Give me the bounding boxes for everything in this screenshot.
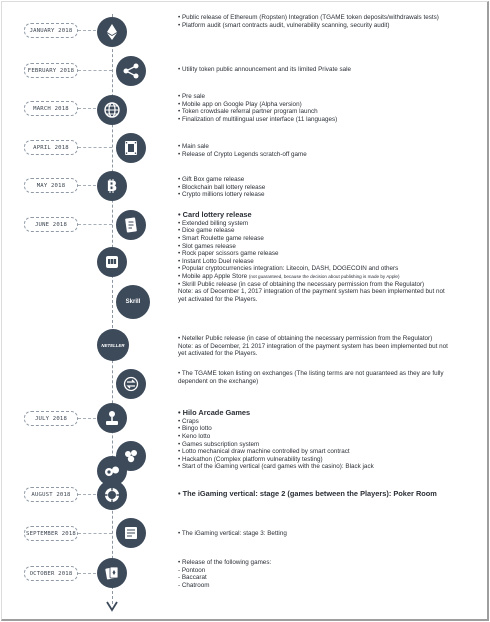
entry-april xyxy=(178,143,478,158)
list-item xyxy=(178,273,478,281)
list-item-note: Note: as of December, 21 2017 integration of the payment system has been implemented but not xyxy=(178,342,448,350)
exchange-icon xyxy=(116,369,146,399)
list-item-title: • The iGaming vertical: stage 2 (games between the Players): Poker Room xyxy=(178,489,437,498)
list-item: • Mobile app on Google Play (Alpha version) xyxy=(178,100,302,108)
list-item: - Baccarat xyxy=(178,574,207,582)
arrow-down-icon xyxy=(106,600,118,612)
list-item: • Main sale xyxy=(178,143,209,150)
list-item: - Pontoon xyxy=(178,566,206,574)
connector xyxy=(78,494,96,495)
connector xyxy=(78,108,96,109)
list-item: • Neteller Public release (in case of obtaining the necessary permission from the Regulator) xyxy=(178,335,433,342)
month-label-september: SEPTEMBER 2018 xyxy=(24,526,78,541)
bitcoin-icon xyxy=(97,171,127,201)
arcade-joystick-icon xyxy=(97,403,127,433)
connector xyxy=(78,147,112,148)
list-item: • Rock paper scissors game release xyxy=(178,250,279,258)
playing-cards-icon xyxy=(97,558,127,588)
list-item: • Popular cryptocurrencies integration: Litecoin, DASH, DOGECOIN and others xyxy=(178,265,399,273)
list-item: • Dice game release xyxy=(178,227,235,235)
list-item: • Crypto millions lottery release xyxy=(178,191,265,199)
list-item: • Keno lotto xyxy=(178,432,211,440)
list-item: • Token crowdsale referral partner program launch xyxy=(178,108,318,116)
month-label-august: AUGUST 2018 xyxy=(24,487,78,502)
list-item: • Craps xyxy=(178,417,199,425)
month-label-january: JANUARY 2018 xyxy=(24,23,78,38)
list-item: • The iGaming vertical: stage 3: Betting xyxy=(178,530,287,537)
entry-june xyxy=(178,211,478,303)
entry-neteller xyxy=(178,335,478,358)
list-item-title: • Hilo Arcade Games xyxy=(178,408,251,417)
globe-icon xyxy=(97,95,127,125)
list-item: • Release of Crypto Legends scratch-off game xyxy=(178,150,307,158)
list-item: • Gift Box game release xyxy=(178,176,245,183)
connector xyxy=(78,185,96,186)
connector xyxy=(78,533,112,534)
list-item: • Blockchain ball lottery release xyxy=(178,183,266,191)
month-label-july: JULY 2018 xyxy=(24,411,78,426)
list-item: • Slot games release xyxy=(178,242,236,250)
list-item: • Games subscription system xyxy=(178,440,260,448)
lottery-card-icon xyxy=(116,210,146,240)
list-item-note: Note: as of December 1, 2017 integration of the payment system has been implemented but not xyxy=(178,288,445,296)
list-item: - Chatroom xyxy=(178,581,210,589)
month-label-april: APRIL 2018 xyxy=(24,140,78,155)
month-label-february: FEBRUARY 2018 xyxy=(24,63,78,78)
share-network-icon xyxy=(116,56,146,86)
list-item: • Platform audit (smart contracts audit, vulnerability scanning, security audit) xyxy=(178,21,390,29)
list-item: • Utility token public announcement and its limited Private sale xyxy=(178,66,352,73)
entry-may xyxy=(178,176,478,199)
list-item-note: dependent on the exchange) xyxy=(178,377,259,385)
list-item-note: yet activated for the Players. xyxy=(178,295,258,303)
list-item: • Start of the iGaming vertical (card games with the casino): Black jack xyxy=(178,463,374,471)
list-item: • Public release of Ethereum (Ropsten) Integration (TGAME token deposits/withdrawals tests) xyxy=(178,14,439,21)
list-item: • Instant Lotto Duel release xyxy=(178,257,254,265)
neteller-icon xyxy=(97,329,129,361)
skrill-logo-text: Skrill xyxy=(125,299,141,305)
list-item: • Pre sale xyxy=(178,93,206,100)
list-item: • Finalization of multilingual user interface (11 languages) xyxy=(178,115,338,123)
entry-july xyxy=(178,409,478,471)
list-item: • Lotto mechanical draw machine controlled by smart contract xyxy=(178,448,350,456)
svg-text:B: B xyxy=(106,179,118,195)
list-item: • Bingo lotto xyxy=(178,425,212,433)
list-item: • Extended billing system xyxy=(178,219,249,227)
apple-store-note: (not guaranteed, because the decision about publishing is made by Apple) xyxy=(248,273,400,279)
entry-february xyxy=(178,66,478,74)
ethereum-icon xyxy=(97,17,127,47)
skrill-icon xyxy=(116,285,150,319)
month-label-october: OCTOBER 2018 xyxy=(24,566,78,581)
neteller-logo-text: NETELLER xyxy=(101,342,125,348)
connector xyxy=(78,573,96,574)
connector xyxy=(78,224,112,225)
connector xyxy=(78,30,96,31)
month-label-may: MAY 2018 xyxy=(24,178,78,193)
betting-slip-icon xyxy=(116,518,146,548)
apple-store-item: • Mobile app Apple Store xyxy=(178,272,248,280)
list-item: • Smart Roulette game release xyxy=(178,234,264,242)
month-label-march: MARCH 2018 xyxy=(24,101,78,116)
list-item: • Skrill Public release (in case of obtaining the necessary permission from the Regulator) xyxy=(178,280,425,288)
list-item: • Release of the following games: xyxy=(178,559,272,566)
list-item: • Hackathon (Complex platform vulnerability testing) xyxy=(178,455,323,463)
connector xyxy=(78,70,112,71)
entry-october xyxy=(178,559,478,589)
slot-machine-icon xyxy=(97,247,127,277)
entry-august xyxy=(178,490,478,499)
list-item-title: • Card lottery release xyxy=(178,210,252,219)
connector xyxy=(78,418,96,419)
list-item-note: yet activated for the Players. xyxy=(178,350,258,358)
entry-march xyxy=(178,93,478,123)
film-icon xyxy=(116,133,146,163)
entry-september xyxy=(178,530,478,538)
entry-token-listing xyxy=(178,370,478,385)
entry-january xyxy=(178,14,478,29)
poker-chip-icon xyxy=(97,480,127,510)
list-item: • The TGAME token listing on exchanges (The listing terms are not guaranteed as they are fully xyxy=(178,370,444,377)
month-label-june: JUNE 2018 xyxy=(24,217,78,232)
